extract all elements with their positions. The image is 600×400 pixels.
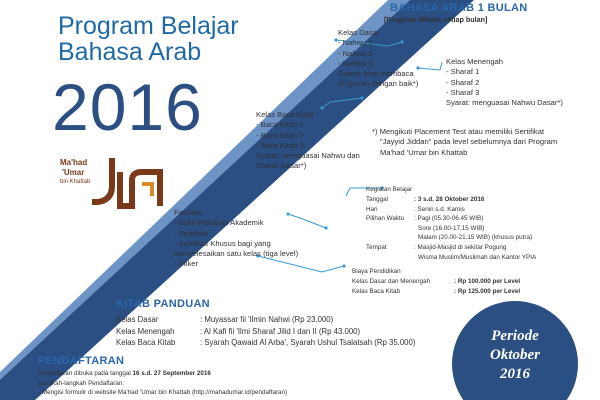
placement-note	[372, 127, 557, 158]
kelas-dasar-item: - Nahwu 2	[338, 48, 373, 58]
kitab-value: : Syarah Qawaid Al Arba', Syarah Ushul Tsalatsah (Rp 35.000)	[200, 338, 416, 347]
kegiatan-value: Malam (20.00-21.15 WIB) (khusus putra)	[418, 234, 533, 242]
fasilitas-item: - Stiker	[174, 259, 199, 269]
kitab-row	[116, 326, 415, 338]
kegiatan-label: Tanggal	[366, 196, 389, 203]
placement-note-line: "Jayyid Jiddan" pada level sebelumnya dari Program	[380, 137, 558, 147]
connector-menengah	[418, 62, 442, 70]
kegiatan-row	[366, 214, 536, 224]
biaya-value: : Rp 125.000 per Level	[454, 287, 521, 295]
biaya-table	[352, 277, 520, 296]
kegiatan-value: : Senin s.d. Kamis	[414, 205, 465, 213]
kelas-baca-kitab-title: Kelas Baca Kitab	[256, 110, 314, 119]
kelas-menengah-title: Kelas Menengah	[446, 57, 503, 66]
kelas-dasar-title: Kelas Dasar	[338, 28, 380, 37]
kitab-row	[116, 337, 415, 349]
kegiatan-value: : 3 s.d. 28 Oktober 2016	[414, 196, 485, 203]
biaya-title: Biaya Pendidikan	[352, 268, 401, 275]
kelas-baca-kitab-item: - Baca Kitab 1	[256, 120, 304, 130]
kitab-row	[116, 314, 415, 326]
kelas-dasar-syarat: Syarat: bisa membaca	[338, 69, 414, 79]
kegiatan-row	[366, 243, 536, 253]
kegiatan-value: : Masjid-Masjid di sekitar Pogung	[414, 243, 507, 251]
pendaftaran-block	[38, 369, 287, 398]
kitab-value: : Muyassar fii 'Ilmin Nahwi (Rp 23.000)	[200, 315, 334, 324]
logo-text-bin-khattab: bin Khattab	[60, 179, 91, 185]
periode-line: Oktober	[490, 347, 540, 363]
fasilitas-block	[174, 208, 298, 270]
periode-line: Periode	[491, 328, 539, 344]
biaya-label: Kelas Baca Kitab	[352, 287, 400, 295]
kelas-menengah-item: - Sharaf 3	[446, 87, 480, 97]
kitab-label: Kelas Baca Kitab	[116, 338, 176, 347]
kegiatan-label: Tempat	[366, 243, 387, 251]
kegiatan-row	[366, 205, 536, 215]
fasilitas-item: menyelesaikan satu kelas (tiga level)	[174, 249, 299, 259]
logo-text-umar: 'Umar	[62, 168, 85, 177]
biaya-row	[352, 277, 520, 287]
pendaftaran-dates: 16 s.d. 27 September 2016	[132, 370, 211, 377]
kegiatan-row	[366, 224, 536, 234]
kegiatan-value: Wisma Muslim/Muslimah dan Kantor YPIA	[418, 253, 537, 261]
kegiatan-value: Sore (16.00-17.15 WIB)	[418, 224, 485, 232]
mahad-umar-logo	[60, 150, 170, 220]
logo-text-mahad: Ma'had	[60, 158, 88, 167]
kelas-dasar-block	[338, 28, 418, 90]
kegiatan-label	[366, 253, 418, 263]
pendaftaran-line: - Mengisi formulir di website Ma'had 'Umar bin Khattab (http://mahadumar.id/pendaftaran)	[38, 389, 288, 397]
kegiatan-row	[366, 233, 536, 243]
kegiatan-label	[366, 224, 418, 234]
biaya-value: : Rp 100.000 per Level	[454, 278, 521, 285]
title-year: 2016	[52, 70, 203, 144]
kelas-baca-kitab-syarat: Sharaf Dasar*)	[256, 161, 307, 171]
kegiatan-label: Hari	[366, 205, 378, 213]
kelas-menengah-item: - Sharaf 1	[446, 67, 480, 77]
kitab-panduan-heading: KITAB PANDUAN	[116, 298, 210, 310]
kelas-baca-kitab-item: - Baca Kitab 2	[256, 130, 304, 140]
kitab-value: : Al Kafi fii 'Ilmi Sharaf Jilid I dan II (Rp 43.000)	[200, 326, 361, 336]
kelas-dasar-item: - Nahwu 3	[338, 58, 373, 68]
placement-note-line: Ma'had 'Umar bin Khattab	[380, 147, 468, 157]
biaya-label: Kelas Dasar dan Menengah	[352, 278, 431, 285]
fasilitas-title: Fasilitas	[174, 208, 202, 217]
kegiatan-row	[366, 195, 536, 205]
pendaftaran-line1-text: Pendaftaran dibuka pada tanggal	[38, 370, 133, 377]
kelas-menengah-block	[446, 57, 563, 108]
fasilitas-item: - Sertifikat Khusus bagi yang	[174, 238, 271, 248]
fasilitas-item: - Buku Panduan Akademik	[174, 218, 264, 228]
placement-note-line: *) Mengikuti Placement Test atau memiliki Sertifikat	[372, 127, 545, 136]
pendaftaran-heading: PENDAFTARAN	[38, 355, 125, 367]
kitab-label: Kelas Dasar	[116, 315, 159, 324]
kegiatan-label	[366, 233, 418, 243]
course-subheading: [Program dibuka setiap bulan]	[384, 15, 488, 24]
kitab-label: Kelas Menengah	[116, 326, 175, 336]
kelas-menengah-item: - Sharaf 2	[446, 77, 480, 87]
kelas-dasar-syarat: Al Qur'an dengan baik*)	[338, 79, 419, 89]
periode-line: 2016	[500, 366, 530, 382]
kelas-baca-kitab-item: - Baca Kitab 3	[256, 140, 304, 150]
kelas-menengah-syarat: Syarat: menguasai Nahwu Dasar*)	[446, 98, 563, 108]
kelas-baca-kitab-syarat: Syarat: menguasai Nahwu dan	[256, 151, 360, 161]
pendaftaran-line	[38, 369, 287, 379]
course-heading: BAHASA ARAB 1 BULAN	[390, 2, 528, 14]
fasilitas-item: - Sertifikat	[174, 228, 209, 238]
title-line-1: Program Belajar	[58, 12, 239, 40]
kegiatan-value: : Pagi (05.30-06.45 WIB)	[414, 215, 484, 223]
kegiatan-table	[366, 195, 536, 262]
biaya-row	[352, 287, 520, 297]
kelas-dasar-item: - Nahwu 1	[338, 38, 373, 48]
title-line-2: Bahasa Arab	[58, 38, 202, 66]
pendaftaran-line: Langkah-langkah Pendaftaran:	[38, 379, 125, 387]
kitab-panduan-table	[116, 314, 415, 349]
kelas-baca-kitab-block	[256, 110, 360, 172]
kegiatan-title: Kegiatan Belajar	[366, 186, 413, 193]
kegiatan-row	[366, 253, 536, 263]
kegiatan-label: Pilihan Waktu	[366, 215, 405, 223]
